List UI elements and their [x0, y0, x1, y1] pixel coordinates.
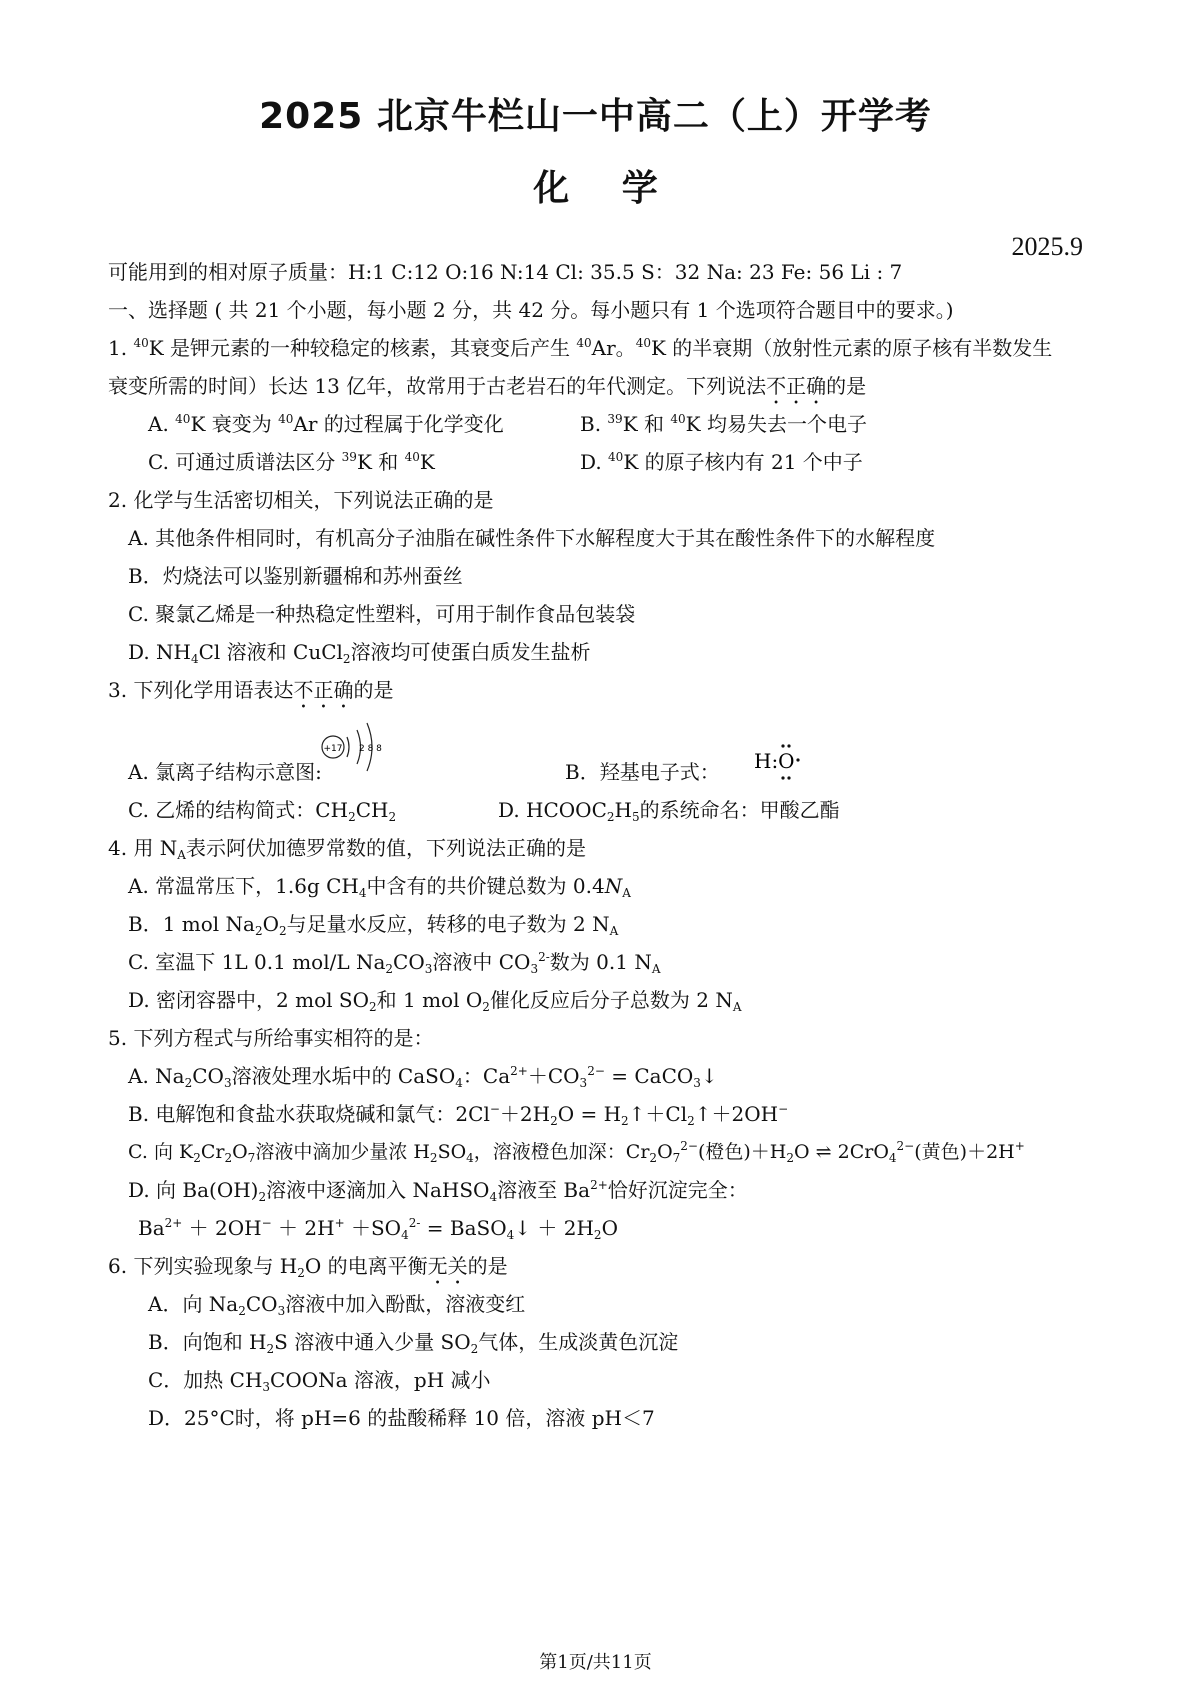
exam-title: 2025 北京牛栏山一中高二（上）开学考	[259, 96, 932, 137]
q2-option-b: B．灼烧法可以鉴别新疆棉和苏州蚕丝	[128, 564, 463, 588]
q1-stem-line1: 1. $^{40}$K 是钾元素的一种较稳定的核素，其衰变后产生 $^{40}$Ar。$^{40}$K 的半衰期（放射性元素的原子核有半数发生	[108, 336, 1053, 360]
q3-stem: 3. 下列化学用语表达不正确的是	[108, 678, 394, 702]
atomic-masses: 可能用到的相对原子质量：H:1 C:12 O:16 N:14 Cl: 35.5 S：32 Na: 23 Fe: 56 Li : 7	[108, 260, 903, 284]
q5-option-d-equation: $Ba^{2+} + 2OH^- + 2H^+ +SO_4^{2-}$ = BaSO$_4$↓ ＋ $2H_2O$	[138, 1216, 618, 1242]
page-number: 第1页/共11页	[539, 1652, 652, 1673]
shell-arc-1	[347, 737, 349, 757]
shell-electrons: 2 8 8	[359, 744, 382, 754]
q2-option-c: C. 聚氯乙烯是一种热稳定性塑料，可用于制作食品包装袋	[128, 602, 636, 626]
q3-option-b: B．羟基电子式：	[565, 760, 720, 784]
q5-option-c: C. 向 $K_2Cr_2O_7$溶液中滴加少量浓 $H_2SO_4$，溶液橙色加深：$Cr_2O_7^{2-}$(橙色)$+H_2O$ ⇌ 2CrO$_4^{2-}$(黄色)＋2H+	[128, 1139, 1025, 1165]
q4-option-c: C. 室温下 1L 0.1 mol/L $Na_2CO_3$溶液中 $CO_3^{2-}$数为 0.1 $N_A$	[128, 950, 661, 976]
subject-title: 化 学	[533, 168, 658, 209]
q3-option-a: A. 氯离子结构示意图:	[128, 760, 322, 784]
q5-option-d: D. 向 $Ba(OH)_2$溶液中逐滴加入 NaHSO$_4$溶液至 $Ba^{2+}$恰好沉淀完全：	[128, 1178, 748, 1204]
q6-option-b: B．向饱和 $H_2S$ 溶液中通入少量 $SO_2$气体，生成淡黄色沉淀	[148, 1330, 679, 1356]
exam-date: 2025.9	[1011, 232, 1083, 261]
q5-option-a: A. $Na_2CO_3$溶液处理水垢中的 CaSO$_4$：$Ca^{2+}+CO_3^{2-}$ = CaCO$_3$↓	[128, 1064, 718, 1090]
q1-stem-line2: 衰变所需的时间）长达 13 亿年，故常用于古老岩石的年代测定。下列说法不正确的是	[108, 374, 867, 398]
q4-stem: 4. 用 $N_A$表示阿伏加德罗常数的值，下列说法正确的是	[108, 836, 586, 862]
q6-option-d: D．25°C时，将 pH=6 的盐酸稀释 10 倍，溶液 pH＜7	[148, 1406, 655, 1430]
q1-option-a: A. $^{40}$K 衰变为 $^{40}$Ar 的过程属于化学变化	[148, 412, 504, 436]
q3-option-d: D. $HCOOC_2H_5$的系统命名：甲酸乙酯	[498, 798, 840, 824]
q1-option-b: B. $^{39}$K 和 $^{40}$K 均易失去一个电子	[580, 412, 867, 436]
q6-stem: 6. 下列实验现象与 $H_2O$ 的电离平衡无关的是	[108, 1254, 508, 1280]
q6-option-a: A．向 $Na_2CO_3$溶液中加入酚酞，溶液变红	[148, 1292, 526, 1318]
q5-option-b: B. 电解饱和食盐水获取烧碱和氯气：$2Cl^-+2H_2O$ = $H_2↑+Cl_2↑+2OH^-$	[128, 1102, 789, 1128]
chloride-ion-diagram	[315, 712, 385, 782]
lewis-text: H:O	[754, 749, 795, 773]
section-header: 一、选择题 ( 共 21 个小题，每小题 2 分，共 42 分。每小题只有 1 个选项符合题目中的要求。)	[108, 298, 954, 322]
q4-option-b: B．1 mol $Na_2O_2$与足量水反应，转移的电子数为 2 $N_A$	[128, 912, 619, 938]
q2-stem: 2. 化学与生活密切相关，下列说法正确的是	[108, 488, 494, 512]
q1-option-d: D. $^{40}$K 的原子核内有 21 个中子	[580, 450, 863, 474]
q4-option-a: A. 常温常压下，1.6g $CH_4$中含有的共价键总数为 $0.4N_A$	[128, 874, 631, 900]
q1-option-c: C. 可通过质谱法区分 $^{39}$K 和 $^{40}$K	[148, 450, 435, 474]
q3-option-c: C. 乙烯的结构简式：$CH_2CH_2$	[128, 798, 397, 824]
q2-option-a: A. 其他条件相同时，有机高分子油脂在碱性条件下水解程度大于其在酸性条件下的水解程度	[128, 526, 936, 550]
q6-option-c: C．加热 $CH_3COONa$ 溶液，pH 减小	[148, 1368, 491, 1394]
hydroxyl-lewis-structure	[750, 740, 810, 784]
q2-option-d: D. $NH_4Cl$ 溶液和 CuCl$_2$溶液均可使蛋白质发生盐析	[128, 640, 591, 666]
q5-stem: 5. 下列方程式与所给事实相符的是：	[108, 1026, 434, 1050]
q4-option-d: D. 密闭容器中，2 mol $SO_2$和 1 mol $O_2$催化反应后分子总数为 2 $N_A$	[128, 988, 742, 1014]
nucleus-charge: +17	[323, 744, 343, 754]
